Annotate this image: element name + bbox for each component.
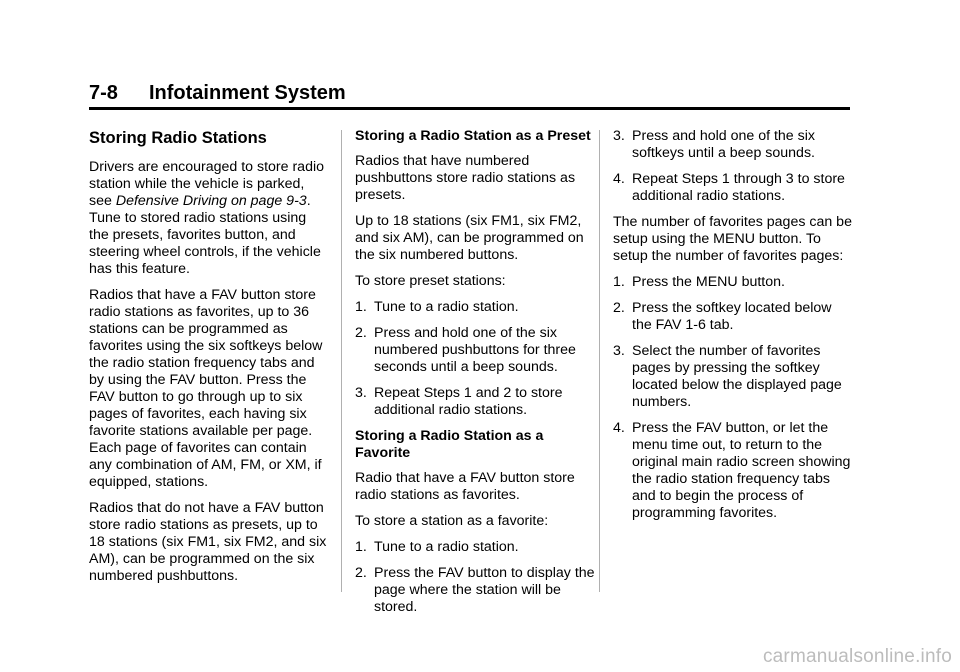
step-number: 1. (355, 539, 367, 555)
step-number: 3. (355, 385, 367, 401)
section-heading-storing-radio-stations: Storing Radio Stations (89, 129, 267, 147)
cross-reference-link[interactable]: Defensive Driving on page 9-3 (115, 193, 307, 209)
step-number: 1. (613, 274, 625, 290)
step-number: 4. (613, 171, 625, 187)
preset-steps-list (355, 299, 595, 419)
column-2 (355, 128, 595, 625)
paragraph-intro (89, 159, 329, 278)
list-item (613, 300, 853, 334)
step-number: 2. (355, 325, 367, 341)
list-item (613, 128, 853, 162)
step-text: Press and hold one of the six softkeys until a beep sounds. (632, 128, 815, 161)
list-item (355, 299, 595, 316)
column-1 (89, 128, 329, 594)
paragraph-to-store-favorite: To store a station as a favorite: (355, 513, 549, 529)
favorite-steps-list (355, 539, 595, 616)
paragraph-fav-button: Radios that have a FAV button store radio stations as favorites, up to 36 stations can be programmed as favorites using the six softkeys below the radio station frequency tabs and by using the FAV button. Press the FAV button to go through up to six pages of favorites, each having six favorite stations available per page. Each page of favorites can contain any combination of AM, FM, or XM, if equipped, stations. (89, 287, 323, 490)
step-number: 2. (355, 565, 367, 581)
step-text: Press and hold one of the six numbered pushbuttons for three seconds until a beep sounds. (374, 325, 576, 375)
list-item (613, 343, 853, 411)
subheading-preset: Storing a Radio Station as a Preset (355, 128, 591, 144)
step-text: Press the FAV button to display the page where the station will be stored. (374, 565, 595, 615)
paragraph-favorites-pages: The number of favorites pages can be setup using the MENU button. To setup the number of favorites pages: (613, 214, 852, 264)
column-3 (613, 128, 853, 531)
watermark: carmanualsonline.info (762, 646, 952, 667)
column-divider-2 (599, 130, 600, 592)
step-text: Repeat Steps 1 and 2 to store additional radio stations. (374, 385, 563, 418)
step-number: 2. (613, 300, 625, 316)
list-item (613, 420, 853, 522)
step-number: 3. (613, 343, 625, 359)
step-number: 1. (355, 299, 367, 315)
step-text: Press the FAV button, or let the menu time out, to return to the original main radio screen showing the radio station frequency tabs and to begin the process of programming favorites. (632, 420, 851, 521)
favorite-steps-continued-list (613, 128, 853, 205)
paragraph-to-store-preset: To store preset stations: (355, 273, 506, 289)
paragraph-fav-store: Radio that have a FAV button store radio stations as favorites. (355, 470, 575, 503)
step-text: Press the MENU button. (632, 274, 785, 290)
paragraph-numbered-pushbuttons: Radios that have numbered pushbuttons store radio stations as presets. (355, 153, 576, 203)
step-text: Tune to a radio station. (374, 539, 519, 555)
list-item (613, 274, 853, 291)
step-number: 4. (613, 420, 625, 436)
list-item (355, 385, 595, 419)
paragraph-up-to-18: Up to 18 stations (six FM1, six FM2, and six AM), can be programmed on the six numbered buttons. (355, 213, 584, 263)
step-text: Tune to a radio station. (374, 299, 519, 315)
paragraph-text: Drivers are encouraged to store radio station while the vehicle is parked, see (89, 159, 325, 209)
paragraph-no-fav-button: Radios that do not have a FAV button store radio stations as presets, up to 18 stations (six FM1, six FM2, and six AM), can be programmed on the six numbered pushbuttons. (89, 500, 327, 584)
paragraph-text: . Tune to stored radio stations using the presets, favorites button, and steering wheel controls, if the vehicle has this feature. (89, 193, 321, 277)
menu-steps-list (613, 274, 853, 522)
step-text: Select the number of favorites pages by pressing the softkey located below the displayed page numbers. (632, 343, 842, 410)
column-divider-1 (341, 130, 342, 592)
page-header (89, 79, 850, 110)
list-item (355, 539, 595, 556)
section-title: Infotainment System (149, 82, 346, 104)
step-text: Repeat Steps 1 through 3 to store additional radio stations. (632, 171, 845, 204)
list-item (355, 325, 595, 376)
list-item (355, 565, 595, 616)
step-text: Press the softkey located below the FAV 1-6 tab. (632, 300, 832, 333)
step-number: 3. (613, 128, 625, 144)
list-item (613, 171, 853, 205)
page-number: 7-8 (89, 82, 118, 104)
subheading-favorite: Storing a Radio Station as a Favorite (355, 428, 544, 461)
